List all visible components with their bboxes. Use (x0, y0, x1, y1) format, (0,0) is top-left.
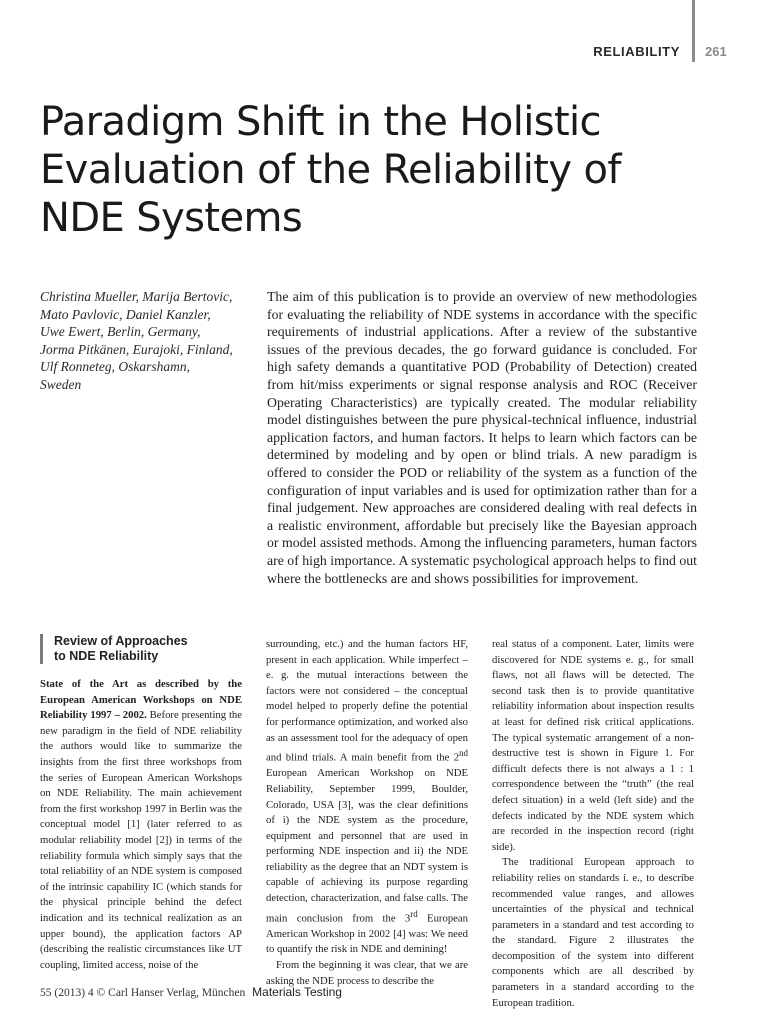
title-line: Paradigm Shift in the Holistic (40, 99, 601, 145)
section-heading (54, 634, 188, 664)
body-paragraph (266, 637, 468, 958)
paragraph-text: Before presenting the new paradigm in the field of NDE reliability the authors would like to summarize the insights from the first three workshops from the series of European American Workshops on NDE Reliability. The main achievement from the first workshop 1997 in Berlin was the conceptual model [1] (later referred to as modular reliability model [2]) in terms of the reliability formula which simply says that the total reliability of an NDE system is composed of the intrinsic capability IC (which stands for the physical principle behind the defect indication and its technical realization as an upper bound), the application factors AP (describing the realistic circumstances like UT coupling, limited access, noise of the (40, 709, 243, 971)
page-footer (40, 985, 342, 999)
author-line: Christina Mueller, Marija Bertovic, (40, 289, 233, 304)
author-line: Sweden (40, 376, 82, 392)
ordinal-suffix: nd (459, 748, 468, 759)
body-paragraph: From the beginning it was clear, that we are asking the NDE process to describe the (266, 959, 468, 987)
section-heading-bar (40, 634, 43, 664)
section-label: RELIABILITY (593, 44, 680, 59)
paragraph-text: surrounding, etc.) and the human factors HF, present in each application. While imperfect – e. g. the mutual interactions between the factors were not considered – the conceptual model helped to properly define the potential for performance optimization, and worked also as an assessment tool for the adequacy of open and blind trials. A main benefit from the 2 (266, 638, 468, 764)
header-divider (692, 0, 695, 62)
abstract: The aim of this publication is to provide an overview of new methodologies for evaluating the reliability of NDE systems in accordance with the specific requirements of industrial applications. After a review of the substantive issues of the previous decades, the go forward guidance is concluded. For high safety demands a quantitative POD (Probability of Detection) created from hit/miss experiments or signal response analysis and ROC (Receiver Operating Characteristics) are typically created. The modular reliability model distinguishes between the pure physical-technical influence, industrial application factors, and human factors. It helps to learn which factors can be determined by modeling and by open or blind trials. A new paradigm is offered to consider the POD or reliability of the system as a function of the configuration of input variables and is used for optimization rather than for a final judgement. New approaches are considered dealing with real defects in a realistic environment, affordable but precisely like the Bayesian approach or model assisted methods. Among the influencing parameters, human factors are of high importance. A systematic psychological approach helps to find out where the bottlenecks are and shows possibilities for improvement. (267, 289, 697, 586)
author-list (40, 288, 250, 394)
paragraph-text: European American Workshop in 2002 [4] was: We need to quantify the risk in NDE and demining! (266, 912, 468, 956)
author-line: Ulf Ronneteg, Oskarshamn, (40, 359, 190, 375)
title-line: Evaluation of the Reliability of (40, 147, 621, 193)
body-column-3 (492, 637, 694, 1011)
page-number: 261 (705, 44, 727, 59)
body-paragraph: real status of a component. Later, limits were discovered for NDE systems e. g., for small flaws, not all flaws will be detected. The second task then is to provide quantitative reliability information about inspection results at least for defined risk critical applications. The typical systematic arrangement of a non-destructive test is shown in Figure 1. For difficult defects there is not always a 1 : 1 correspondence between the “truth” (the real defect situation) in a weld (left side) and the defects indicated by the NDE system which are recorded in the inspection record (right side). (492, 638, 694, 853)
ordinal-suffix: rd (410, 908, 418, 919)
paragraph-text: European American Workshop on NDE Reliability, September 1999, Boulder, Colorado, USA [3], was the clear definitions of i) the NDE system as the procedure, equipment and personnel that are used in performing NDE inspection and ii) the NDE reliability as the degree that an NDT system is capable of achieving its purpose regarding detection, characterization, and false calls. The main conclusion from the 3 (266, 767, 468, 925)
body-column-1 (40, 677, 242, 973)
article-title (40, 98, 680, 242)
journal-name: Materials Testing (252, 985, 342, 999)
body-paragraph (40, 677, 242, 973)
issue-info: 55 (2013) 4 (40, 987, 94, 999)
author-line: Mato Pavlovic, Daniel Kanzler, (40, 306, 211, 322)
section-heading-line: to NDE Reliability (54, 649, 159, 663)
body-paragraph: The traditional European approach to reliability relies on standards i. e., to describe recommended value ranges, and allowes uncertainties of the physical and technical parameters in a standard and test according to the standard. Figure 2 illustrates the decomposition of the system into different components which are all described by parameters in a standard according to the European tradition. (492, 856, 694, 1009)
author-line: Jorma Pitkänen, Eurajoki, Finland, (40, 341, 233, 357)
publisher-info: © Carl Hanser Verlag, München (96, 987, 246, 999)
author-line: Uwe Ewert, Berlin, Germany, (40, 324, 201, 340)
body-column-2 (266, 637, 468, 989)
section-heading-line: Review of Approaches (54, 634, 188, 648)
title-line: NDE Systems (40, 195, 303, 241)
paragraph-lead: State of the Art as described by the European American Workshops on NDE Reliability 1997 – 2002. (40, 678, 242, 722)
